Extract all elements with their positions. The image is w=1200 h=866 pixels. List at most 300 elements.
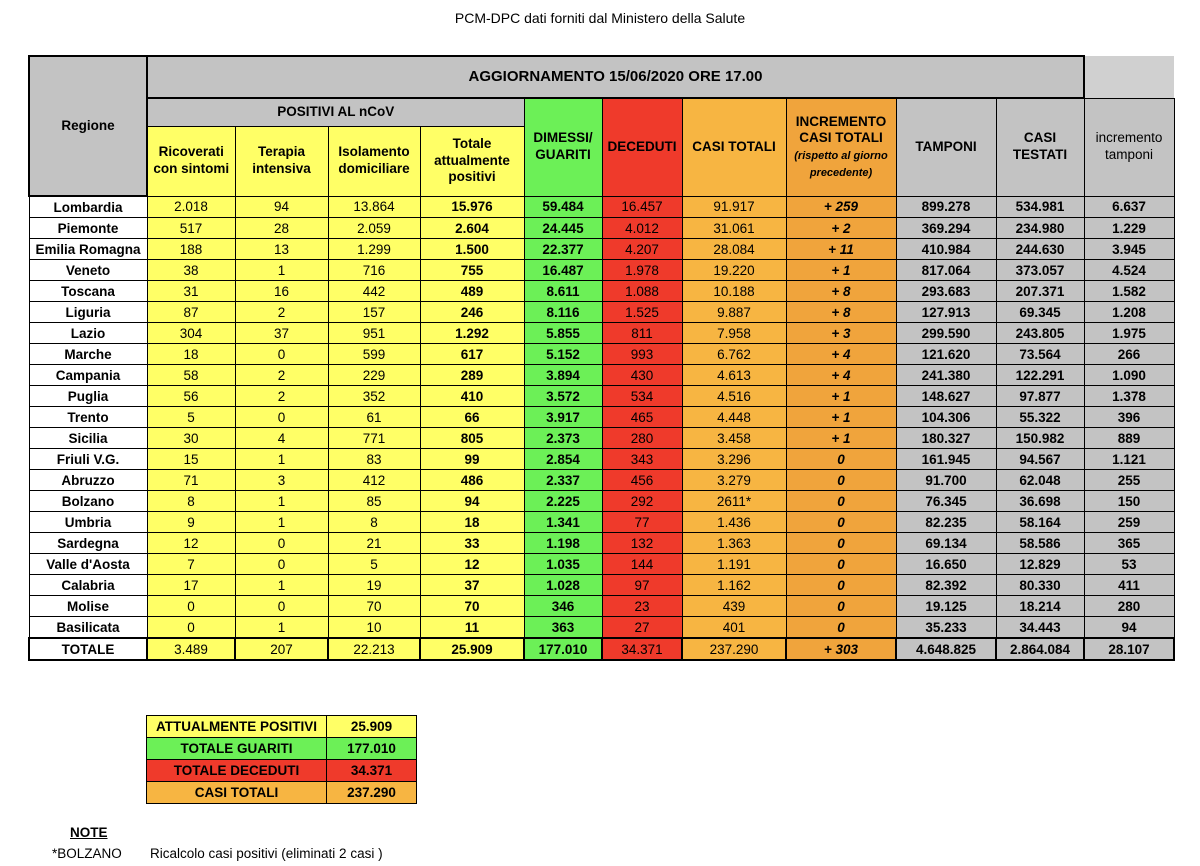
cell-terapia: 1	[235, 449, 328, 470]
cell-incremento: 0	[786, 617, 896, 639]
cell-tamponi: 180.327	[896, 428, 996, 449]
header-incremento-label: INCREMENTO CASI TOTALI	[795, 113, 887, 146]
cell-incremento: 0	[786, 491, 896, 512]
cell-regione: Lazio	[29, 323, 147, 344]
cell-ricoverati: 0	[147, 596, 235, 617]
cell-ricoverati: 7	[147, 554, 235, 575]
cell-casi-testati: 12.829	[996, 554, 1084, 575]
cell-incremento: + 1	[786, 260, 896, 281]
cell-casi-testati: 73.564	[996, 344, 1084, 365]
cell-totale-positivi: 15.976	[420, 196, 524, 218]
cell-casi-totali: 439	[682, 596, 786, 617]
cell-regione: Toscana	[29, 281, 147, 302]
cell-dimessi: 2.373	[524, 428, 602, 449]
cell-casi-totali: 4.613	[682, 365, 786, 386]
cell-tamponi: 127.913	[896, 302, 996, 323]
cell-dimessi: 1.035	[524, 554, 602, 575]
cell-tamponi: 69.134	[896, 533, 996, 554]
cell-incremento-tamponi: 365	[1084, 533, 1174, 554]
cell-dimessi: 59.484	[524, 196, 602, 218]
cell-casi-testati: 34.443	[996, 617, 1084, 639]
cell-casi-totali: 401	[682, 617, 786, 639]
cell-casi-testati: 80.330	[996, 575, 1084, 596]
cell-ricoverati: 2.018	[147, 196, 235, 218]
note-text: Ricalcolo casi positivi (eliminati 2 casi )	[150, 846, 383, 861]
cell-casi-totali: 91.917	[682, 196, 786, 218]
cell-regione: Lombardia	[29, 196, 147, 218]
table-row	[29, 281, 1174, 302]
cell-totale-positivi: 289	[420, 365, 524, 386]
cell-casi-totali: 1.191	[682, 554, 786, 575]
cell-tamponi: 19.125	[896, 596, 996, 617]
table-row	[29, 196, 1174, 218]
cell-casi-totali: 10.188	[682, 281, 786, 302]
cell-regione: Sicilia	[29, 428, 147, 449]
cell-isolamento: 412	[328, 470, 420, 491]
cell-casi-testati: 69.345	[996, 302, 1084, 323]
cell-terapia: 2	[235, 302, 328, 323]
cell-tamponi: 299.590	[896, 323, 996, 344]
cell-isolamento: 599	[328, 344, 420, 365]
cell-totale-positivi: 11	[420, 617, 524, 639]
cell-deceduti: 27	[602, 617, 682, 639]
cell-dimessi: 363	[524, 617, 602, 639]
cell-incremento-tamponi: 94	[1084, 617, 1174, 639]
cell-casi-totali: 3.458	[682, 428, 786, 449]
table-row	[29, 596, 1174, 617]
cell-deceduti: 144	[602, 554, 682, 575]
cell-tamponi: 817.064	[896, 260, 996, 281]
cell-totale-positivi: 25.909	[420, 638, 524, 660]
cell-ricoverati: 3.489	[147, 638, 235, 660]
cell-regione: TOTALE	[29, 638, 147, 660]
table-row	[29, 617, 1174, 639]
header-ricoverati: Ricoverati con sintomi	[147, 126, 235, 196]
cell-incremento: + 1	[786, 386, 896, 407]
cell-casi-testati: 62.048	[996, 470, 1084, 491]
table-row	[29, 554, 1174, 575]
cell-incremento: + 4	[786, 365, 896, 386]
cell-regione: Abruzzo	[29, 470, 147, 491]
cell-incremento-tamponi: 266	[1084, 344, 1174, 365]
cell-casi-totali: 7.958	[682, 323, 786, 344]
cell-deceduti: 1.525	[602, 302, 682, 323]
cell-terapia: 13	[235, 239, 328, 260]
cell-ricoverati: 12	[147, 533, 235, 554]
table-row	[29, 533, 1174, 554]
cell-casi-totali: 3.279	[682, 470, 786, 491]
cell-terapia: 1	[235, 575, 328, 596]
cell-totale-positivi: 1.292	[420, 323, 524, 344]
header-positivi-group: POSITIVI AL nCoV	[147, 98, 524, 126]
cell-terapia: 94	[235, 196, 328, 218]
table-row	[29, 449, 1174, 470]
header-totale-positivi: Totale attualmente positivi	[420, 126, 524, 196]
cell-terapia: 3	[235, 470, 328, 491]
header-casi-testati: CASI TESTATI	[996, 98, 1084, 196]
cell-terapia: 2	[235, 386, 328, 407]
cell-deceduti: 4.012	[602, 218, 682, 239]
cell-casi-totali: 6.762	[682, 344, 786, 365]
cell-isolamento: 157	[328, 302, 420, 323]
cell-casi-testati: 234.980	[996, 218, 1084, 239]
table-row	[29, 512, 1174, 533]
cell-terapia: 37	[235, 323, 328, 344]
cell-casi-testati: 244.630	[996, 239, 1084, 260]
header-incremento-note: (rispetto al giorno precedente)	[794, 150, 888, 180]
cell-incremento-tamponi: 255	[1084, 470, 1174, 491]
cell-dimessi: 8.611	[524, 281, 602, 302]
cell-ricoverati: 15	[147, 449, 235, 470]
cell-incremento-tamponi: 1.090	[1084, 365, 1174, 386]
cell-terapia: 0	[235, 344, 328, 365]
cell-tamponi: 293.683	[896, 281, 996, 302]
table-row	[29, 491, 1174, 512]
table-row	[29, 365, 1174, 386]
cell-incremento: 0	[786, 554, 896, 575]
cell-deceduti: 534	[602, 386, 682, 407]
cell-totale-positivi: 99	[420, 449, 524, 470]
cell-casi-testati: 36.698	[996, 491, 1084, 512]
cell-dimessi: 1.198	[524, 533, 602, 554]
cell-dimessi: 1.028	[524, 575, 602, 596]
cell-totale-positivi: 410	[420, 386, 524, 407]
covid-regions-table	[28, 55, 1175, 661]
cell-dimessi: 3.572	[524, 386, 602, 407]
cell-totale-positivi: 617	[420, 344, 524, 365]
cell-ricoverati: 9	[147, 512, 235, 533]
table-row	[29, 386, 1174, 407]
cell-ricoverati: 18	[147, 344, 235, 365]
table-row	[29, 407, 1174, 428]
cell-dimessi: 16.487	[524, 260, 602, 281]
cell-ricoverati: 87	[147, 302, 235, 323]
cell-incremento-tamponi: 6.637	[1084, 196, 1174, 218]
cell-casi-testati: 373.057	[996, 260, 1084, 281]
cell-casi-testati: 18.214	[996, 596, 1084, 617]
cell-dimessi: 2.854	[524, 449, 602, 470]
cell-totale-positivi: 37	[420, 575, 524, 596]
cell-isolamento: 951	[328, 323, 420, 344]
cell-terapia: 207	[235, 638, 328, 660]
cell-casi-totali: 237.290	[682, 638, 786, 660]
summary-value: 25.909	[327, 716, 417, 738]
cell-incremento: + 8	[786, 302, 896, 323]
cell-incremento-tamponi: 259	[1084, 512, 1174, 533]
cell-deceduti: 77	[602, 512, 682, 533]
cell-dimessi: 177.010	[524, 638, 602, 660]
cell-ricoverati: 58	[147, 365, 235, 386]
table-row	[29, 428, 1174, 449]
cell-tamponi: 76.345	[896, 491, 996, 512]
cell-casi-testati: 534.981	[996, 196, 1084, 218]
cell-terapia: 1	[235, 617, 328, 639]
cell-incremento-tamponi: 1.378	[1084, 386, 1174, 407]
cell-regione: Friuli V.G.	[29, 449, 147, 470]
cell-incremento-tamponi: 1.229	[1084, 218, 1174, 239]
header-isolamento: Isolamento domiciliare	[328, 126, 420, 196]
cell-incremento: + 3	[786, 323, 896, 344]
cell-incremento: 0	[786, 596, 896, 617]
header-incremento	[786, 98, 896, 196]
cell-regione: Valle d'Aosta	[29, 554, 147, 575]
cell-ricoverati: 188	[147, 239, 235, 260]
cell-incremento-tamponi: 396	[1084, 407, 1174, 428]
table-row	[29, 218, 1174, 239]
cell-totale-positivi: 66	[420, 407, 524, 428]
cell-terapia: 0	[235, 596, 328, 617]
table-row	[29, 323, 1174, 344]
cell-regione: Sardegna	[29, 533, 147, 554]
cell-tamponi: 410.984	[896, 239, 996, 260]
cell-dimessi: 2.225	[524, 491, 602, 512]
cell-isolamento: 13.864	[328, 196, 420, 218]
notes-title: NOTE	[70, 825, 108, 840]
cell-isolamento: 352	[328, 386, 420, 407]
cell-dimessi: 8.116	[524, 302, 602, 323]
cell-dimessi: 346	[524, 596, 602, 617]
cell-incremento: + 4	[786, 344, 896, 365]
cell-ricoverati: 17	[147, 575, 235, 596]
cell-deceduti: 23	[602, 596, 682, 617]
cell-terapia: 0	[235, 407, 328, 428]
cell-incremento-tamponi: 889	[1084, 428, 1174, 449]
summary-row	[147, 760, 417, 782]
cell-tamponi: 161.945	[896, 449, 996, 470]
cell-deceduti: 1.088	[602, 281, 682, 302]
source-caption: PCM-DPC dati forniti dal Ministero della Salute	[454, 10, 746, 26]
cell-regione: Puglia	[29, 386, 147, 407]
cell-terapia: 1	[235, 512, 328, 533]
cell-isolamento: 61	[328, 407, 420, 428]
cell-terapia: 1	[235, 491, 328, 512]
header-regione: Regione	[29, 56, 147, 196]
cell-totale-positivi: 33	[420, 533, 524, 554]
cell-incremento-tamponi: 1.582	[1084, 281, 1174, 302]
cell-terapia: 4	[235, 428, 328, 449]
cell-incremento-tamponi: 150	[1084, 491, 1174, 512]
cell-casi-totali: 2611*	[682, 491, 786, 512]
cell-isolamento: 83	[328, 449, 420, 470]
cell-ricoverati: 0	[147, 617, 235, 639]
cell-tamponi: 148.627	[896, 386, 996, 407]
cell-deceduti: 280	[602, 428, 682, 449]
cell-isolamento: 21	[328, 533, 420, 554]
cell-isolamento: 10	[328, 617, 420, 639]
cell-incremento: + 11	[786, 239, 896, 260]
cell-regione: Veneto	[29, 260, 147, 281]
table-row	[29, 260, 1174, 281]
table-row	[29, 344, 1174, 365]
summary-row	[147, 782, 417, 804]
cell-casi-testati: 58.164	[996, 512, 1084, 533]
cell-casi-testati: 94.567	[996, 449, 1084, 470]
cell-casi-totali: 28.084	[682, 239, 786, 260]
cell-tamponi: 104.306	[896, 407, 996, 428]
cell-ricoverati: 304	[147, 323, 235, 344]
cell-deceduti: 132	[602, 533, 682, 554]
cell-casi-totali: 1.363	[682, 533, 786, 554]
cell-deceduti: 34.371	[602, 638, 682, 660]
cell-tamponi: 82.235	[896, 512, 996, 533]
header-blank	[1084, 56, 1174, 98]
cell-ricoverati: 71	[147, 470, 235, 491]
summary-value: 34.371	[327, 760, 417, 782]
cell-incremento: + 259	[786, 196, 896, 218]
cell-ricoverati: 517	[147, 218, 235, 239]
cell-incremento-tamponi: 1.121	[1084, 449, 1174, 470]
table-row	[29, 302, 1174, 323]
cell-regione: Basilicata	[29, 617, 147, 639]
summary-label: CASI TOTALI	[147, 782, 327, 804]
cell-incremento-tamponi: 1.975	[1084, 323, 1174, 344]
cell-deceduti: 343	[602, 449, 682, 470]
cell-casi-totali: 4.448	[682, 407, 786, 428]
cell-regione: Emilia Romagna	[29, 239, 147, 260]
cell-incremento: + 2	[786, 218, 896, 239]
update-title: AGGIORNAMENTO 15/06/2020 ORE 17.00	[147, 56, 1084, 98]
cell-dimessi: 2.337	[524, 470, 602, 491]
cell-tamponi: 241.380	[896, 365, 996, 386]
table-row	[29, 239, 1174, 260]
cell-isolamento: 442	[328, 281, 420, 302]
cell-incremento: + 8	[786, 281, 896, 302]
note-key: *BOLZANO	[52, 846, 122, 861]
cell-tamponi: 35.233	[896, 617, 996, 639]
cell-totale-positivi: 18	[420, 512, 524, 533]
cell-deceduti: 292	[602, 491, 682, 512]
cell-totale-positivi: 755	[420, 260, 524, 281]
cell-totale-positivi: 1.500	[420, 239, 524, 260]
cell-incremento: + 303	[786, 638, 896, 660]
summary-row	[147, 738, 417, 760]
cell-totale-positivi: 486	[420, 470, 524, 491]
header-dimessi: DIMESSI/ GUARITI	[524, 98, 602, 196]
cell-incremento: 0	[786, 512, 896, 533]
cell-isolamento: 229	[328, 365, 420, 386]
cell-casi-totali: 4.516	[682, 386, 786, 407]
cell-terapia: 16	[235, 281, 328, 302]
cell-incremento: + 1	[786, 428, 896, 449]
cell-casi-testati: 97.877	[996, 386, 1084, 407]
cell-deceduti: 811	[602, 323, 682, 344]
cell-regione: Bolzano	[29, 491, 147, 512]
cell-tamponi: 121.620	[896, 344, 996, 365]
cell-regione: Liguria	[29, 302, 147, 323]
cell-casi-totali: 9.887	[682, 302, 786, 323]
cell-casi-totali: 19.220	[682, 260, 786, 281]
cell-tamponi: 369.294	[896, 218, 996, 239]
cell-dimessi: 1.341	[524, 512, 602, 533]
cell-totale-positivi: 489	[420, 281, 524, 302]
cell-casi-testati: 207.371	[996, 281, 1084, 302]
cell-regione: Calabria	[29, 575, 147, 596]
cell-ricoverati: 31	[147, 281, 235, 302]
cell-incremento: 0	[786, 533, 896, 554]
table-row	[29, 575, 1174, 596]
cell-ricoverati: 5	[147, 407, 235, 428]
cell-regione: Trento	[29, 407, 147, 428]
cell-ricoverati: 30	[147, 428, 235, 449]
cell-isolamento: 8	[328, 512, 420, 533]
cell-incremento: + 1	[786, 407, 896, 428]
summary-value: 237.290	[327, 782, 417, 804]
cell-deceduti: 97	[602, 575, 682, 596]
cell-dimessi: 3.917	[524, 407, 602, 428]
cell-deceduti: 993	[602, 344, 682, 365]
summary-label: TOTALE GUARITI	[147, 738, 327, 760]
header-casi-totali: CASI TOTALI	[682, 98, 786, 196]
cell-isolamento: 5	[328, 554, 420, 575]
cell-casi-totali: 1.436	[682, 512, 786, 533]
cell-casi-totali: 31.061	[682, 218, 786, 239]
cell-tamponi: 4.648.825	[896, 638, 996, 660]
cell-isolamento: 70	[328, 596, 420, 617]
cell-totale-positivi: 2.604	[420, 218, 524, 239]
summary-label: TOTALE DECEDUTI	[147, 760, 327, 782]
cell-casi-totali: 1.162	[682, 575, 786, 596]
cell-terapia: 0	[235, 554, 328, 575]
cell-ricoverati: 38	[147, 260, 235, 281]
cell-deceduti: 456	[602, 470, 682, 491]
cell-ricoverati: 8	[147, 491, 235, 512]
cell-dimessi: 5.855	[524, 323, 602, 344]
cell-deceduti: 4.207	[602, 239, 682, 260]
totals-row	[29, 638, 1174, 660]
cell-isolamento: 22.213	[328, 638, 420, 660]
summary-label: ATTUALMENTE POSITIVI	[147, 716, 327, 738]
cell-totale-positivi: 12	[420, 554, 524, 575]
cell-terapia: 0	[235, 533, 328, 554]
cell-deceduti: 1.978	[602, 260, 682, 281]
cell-isolamento: 1.299	[328, 239, 420, 260]
header-deceduti: DECEDUTI	[602, 98, 682, 196]
cell-regione: Campania	[29, 365, 147, 386]
cell-totale-positivi: 246	[420, 302, 524, 323]
cell-incremento: 0	[786, 575, 896, 596]
cell-casi-testati: 58.586	[996, 533, 1084, 554]
cell-deceduti: 465	[602, 407, 682, 428]
header-tamponi: TAMPONI	[896, 98, 996, 196]
cell-dimessi: 3.894	[524, 365, 602, 386]
summary-table	[146, 715, 417, 804]
cell-totale-positivi: 70	[420, 596, 524, 617]
cell-isolamento: 716	[328, 260, 420, 281]
cell-deceduti: 16.457	[602, 196, 682, 218]
cell-dimessi: 24.445	[524, 218, 602, 239]
cell-incremento-tamponi: 1.208	[1084, 302, 1174, 323]
cell-tamponi: 82.392	[896, 575, 996, 596]
cell-isolamento: 771	[328, 428, 420, 449]
cell-dimessi: 22.377	[524, 239, 602, 260]
table-row	[29, 470, 1174, 491]
cell-totale-positivi: 94	[420, 491, 524, 512]
cell-isolamento: 19	[328, 575, 420, 596]
cell-tamponi: 899.278	[896, 196, 996, 218]
cell-totale-positivi: 805	[420, 428, 524, 449]
cell-casi-testati: 243.805	[996, 323, 1084, 344]
header-terapia: Terapia intensiva	[235, 126, 328, 196]
cell-casi-testati: 122.291	[996, 365, 1084, 386]
cell-casi-totali: 3.296	[682, 449, 786, 470]
cell-terapia: 1	[235, 260, 328, 281]
cell-incremento-tamponi: 411	[1084, 575, 1174, 596]
cell-dimessi: 5.152	[524, 344, 602, 365]
cell-regione: Piemonte	[29, 218, 147, 239]
cell-isolamento: 85	[328, 491, 420, 512]
cell-tamponi: 16.650	[896, 554, 996, 575]
cell-deceduti: 430	[602, 365, 682, 386]
